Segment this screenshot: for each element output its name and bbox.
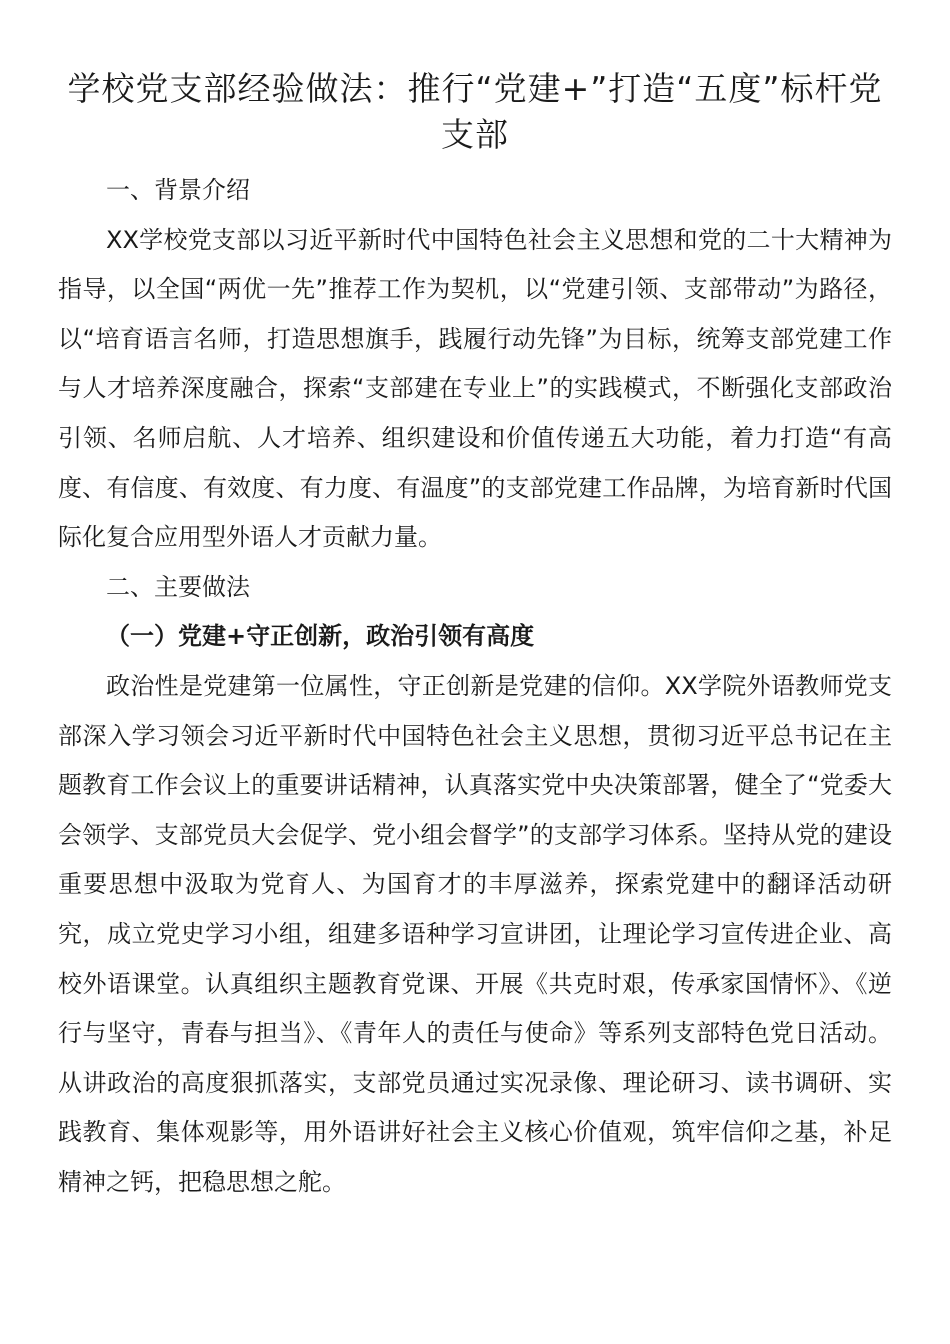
paragraph-background: XX学校党支部以习近平新时代中国特色社会主义思想和党的二十大精神为指导，以全国“两优一先”推荐工作为契机，以“党建引领、支部带动”为路径，以“培育语言名师，打造思想旗手，践履行动先锋”为目标，统筹支部党建工作与人才培养深度融合，探索“支部建在专业上”的实践模式，不断强化支部政治引领、名师启航、人才培养、组织建设和价值传递五大功能，着力打造“有高度、有信度、有效度、有力度、有温度”的支部党建工作品牌，为培育新时代国际化复合应用型外语人才贡献力量。 — [58, 225, 892, 552]
section-heading-background: 一、背景介绍 — [106, 176, 250, 204]
document-page — [58, 66, 892, 1207]
document-title: 学校党支部经验做法：推行“党建+”打造“五度”标杆党支部 — [67, 69, 883, 154]
subsection-heading-political-leadership: （一）党建+守正创新，政治引领有高度 — [106, 622, 535, 651]
section-heading-main-practices: 二、主要做法 — [106, 572, 250, 601]
paragraph-political-leadership: 政治性是党建第一位属性，守正创新是党建的信仰。XX学院外语教师党支部深入学习领会习近平新时代中国特色社会主义思想，贯彻习近平总书记在主题教育工作会议上的重要讲话精神，认真落实党中央决策部署，健全了“党委大会领学、支部党员大会促学、党小组会督学”的支部学习体系。坚持从党的建设重要思想中汲取为党育人、为国育才的丰厚滋养，探索党建中的翻译活动研究，成立党史学习小组，组建多语种学习宣讲团，让理论学习宣传进企业、高校外语课堂。认真组织主题教育党课、开展《共克时艰，传承家国情怀》、《逆行与坚守，青春与担当》、《青年人的责任与使命》等系列支部特色党日活动。从讲政治的高度狠抓落实，支部党员通过实况录像、理论研习、读书调研、实践教育、集体观影等，用外语讲好社会主义核心价值观，筑牢信仰之基，补足精神之钙，把稳思想之舵。 — [58, 671, 892, 1196]
